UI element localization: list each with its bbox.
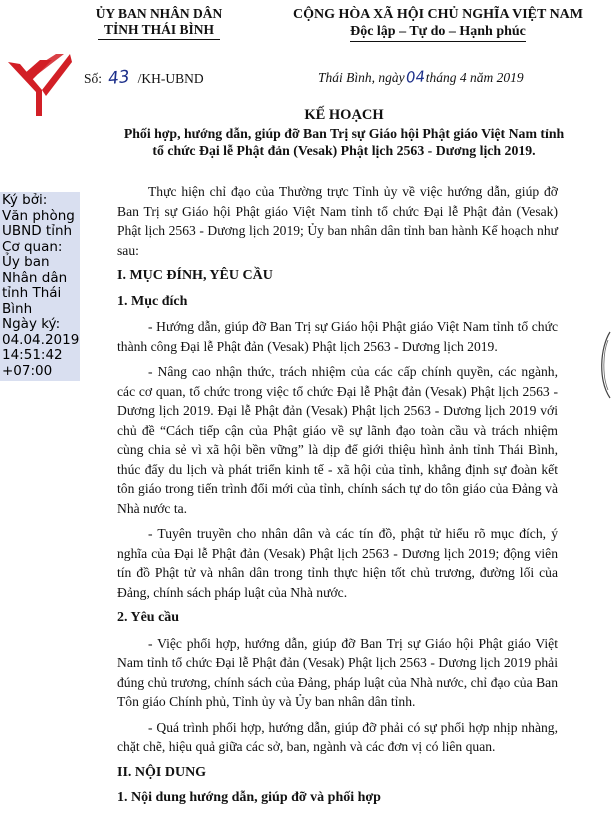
- signature-line: 14:51:42: [2, 347, 63, 363]
- signature-line: 04.04.2019: [2, 331, 80, 348]
- signature-line: Văn phòng: [2, 207, 75, 224]
- intro-paragraph: Thực hiện chỉ đạo của Thường trực Tỉnh ủy về việc hướng dẫn, giúp đỡ Ban Trị sự Giáo hội Phật giáo Việt Nam tỉnh tổ chức Đại lễ Phật đản (Vesak) Phật lịch 2563 - Dương lịch 2019; Ủy ban nhân dân tỉnh ban hành Kế hoạch như sau:: [117, 184, 558, 258]
- authority-line-1: ỦY BAN NHÂN DÂN: [95, 6, 223, 21]
- digital-signature-logo-icon: [6, 52, 72, 116]
- date-suffix: tháng 4 năm 2019: [425, 70, 524, 85]
- paragraph: - Việc phối hợp, hướng dẫn, giúp đỡ Ban Trị sự Giáo hội Phật giáo Việt Nam tỉnh tổ chức Đại lễ Phật đản (Vesak) Phật lịch 2563 - Dương lịch 2019 phải đúng chủ trương, chính sách của Đảng, pháp luật của Nhà nước, chỉ đạo của Ban Tôn giáo Chính phủ, Tỉnh ủy và Ủy ban nhân dân tỉnh.: [117, 635, 558, 709]
- paragraph: - Tuyên truyền cho nhân dân và các tín đồ, phật tử hiểu rõ mục đích, ý nghĩa của Đại lễ Phật đản (Vesak) Phật lịch 2563 - Dương lịch 2019; động viên tín đồ Phật tử và nhân dân trong tỉnh thực hiện tốt chủ trương, đường lối của Đảng, chính sách pháp luật của Nhà nước.: [117, 526, 558, 600]
- section-heading-purpose-requirements: I. MỤC ĐÍNH, YÊU CẦU: [117, 268, 273, 283]
- signature-line: tỉnh Thái: [2, 285, 62, 301]
- issue-date: [318, 68, 524, 86]
- date-day-handwritten: 04: [405, 67, 426, 87]
- motto-line: Độc lập – Tự do – Hạnh phúc: [350, 23, 526, 42]
- paragraph: - Hướng dẫn, giúp đỡ Ban Trị sự Giáo hội Phật giáo Việt Nam tỉnh tổ chức thành công Đại lễ Phật đản (Vesak) Phật lịch 2563 - Dương lịch 2019.: [117, 319, 558, 354]
- document-body: [117, 182, 558, 814]
- document-number: [84, 68, 204, 88]
- issuing-authority: [84, 6, 234, 40]
- subheading-requirements: 2. Yêu cầu: [117, 610, 180, 625]
- subtitle-line-2: tổ chức Đại lễ Phật đản (Vesak) Phật lịch 2563 - Dương lịch 2019.: [152, 143, 536, 158]
- signature-line: Ngày ký:: [2, 316, 61, 332]
- doc-number-prefix: Số:: [84, 71, 103, 86]
- document-title: KẾ HOẠCH: [304, 107, 384, 123]
- signature-line: UBND tỉnh: [2, 223, 73, 239]
- digital-signature-panel: [0, 192, 80, 381]
- paragraph: - Nâng cao nhận thức, trách nhiệm của các cấp chính quyền, các ngành, các cơ quan, tổ chức trong việc tổ chức Đại lễ Phật đản (Vesak) Phật lịch 2563 - Dương lịch 2019. Đại lễ Phật đản (Vesak) Phật lịch 2563 - Dương lịch 2019 với chủ đề “Cách tiếp cận của Phật giáo về sự lãnh đạo toàn cầu và trách nhiệm cùng chia sẻ vì xã hội bền vững” là dịp để giới thiệu hình ảnh tỉnh Thái Bình, thúc đẩy du lịch và phát triển kinh tế - xã hội của tỉnh, khẳng định sự đoàn kết tôn giáo trong tiến trình đổi mới của tỉnh, chính sách tự do tôn giáo của Đảng và Nhà nước ta.: [117, 364, 558, 516]
- signature-line: +07:00: [2, 362, 53, 379]
- signature-line: Ký bởi:: [2, 192, 48, 208]
- subtitle-line-1: Phối hợp, hướng dẫn, giúp đỡ Ban Trị sự Giáo hội Phật giáo Việt Nam tỉnh: [123, 126, 565, 141]
- document-subtitle: [84, 125, 604, 159]
- doc-number-suffix: /KH-UBND: [137, 71, 204, 86]
- signature-line: Cơ quan:: [2, 238, 63, 255]
- subheading-content-guidance: 1. Nội dung hướng dẫn, giúp đỡ và phối hợp: [117, 790, 381, 805]
- subheading-purpose: 1. Mục đích: [117, 293, 188, 309]
- stamp-edge-icon: [594, 330, 612, 400]
- signature-line: Ủy ban: [2, 254, 50, 270]
- national-motto: [268, 6, 608, 42]
- signature-line: Bình: [2, 300, 33, 317]
- country-name: CỘNG HÒA XÃ HỘI CHỦ NGHĨA VIỆT NAM: [292, 7, 583, 22]
- date-prefix: Thái Bình, ngày: [318, 70, 405, 85]
- paragraph: - Quá trình phối hợp, hướng dẫn, giúp đỡ phải có sự phối hợp nhịp nhàng, chặt chẽ, hiệu quả giữa các sở, ban, ngành và các đơn vị có liên quan.: [117, 719, 558, 754]
- section-heading-content: II. NỘI DUNG: [117, 764, 207, 780]
- signature-line: Nhân dân: [2, 269, 68, 286]
- doc-number-handwritten: 43: [107, 66, 131, 90]
- authority-line-2: TỈNH THÁI BÌNH: [98, 22, 220, 40]
